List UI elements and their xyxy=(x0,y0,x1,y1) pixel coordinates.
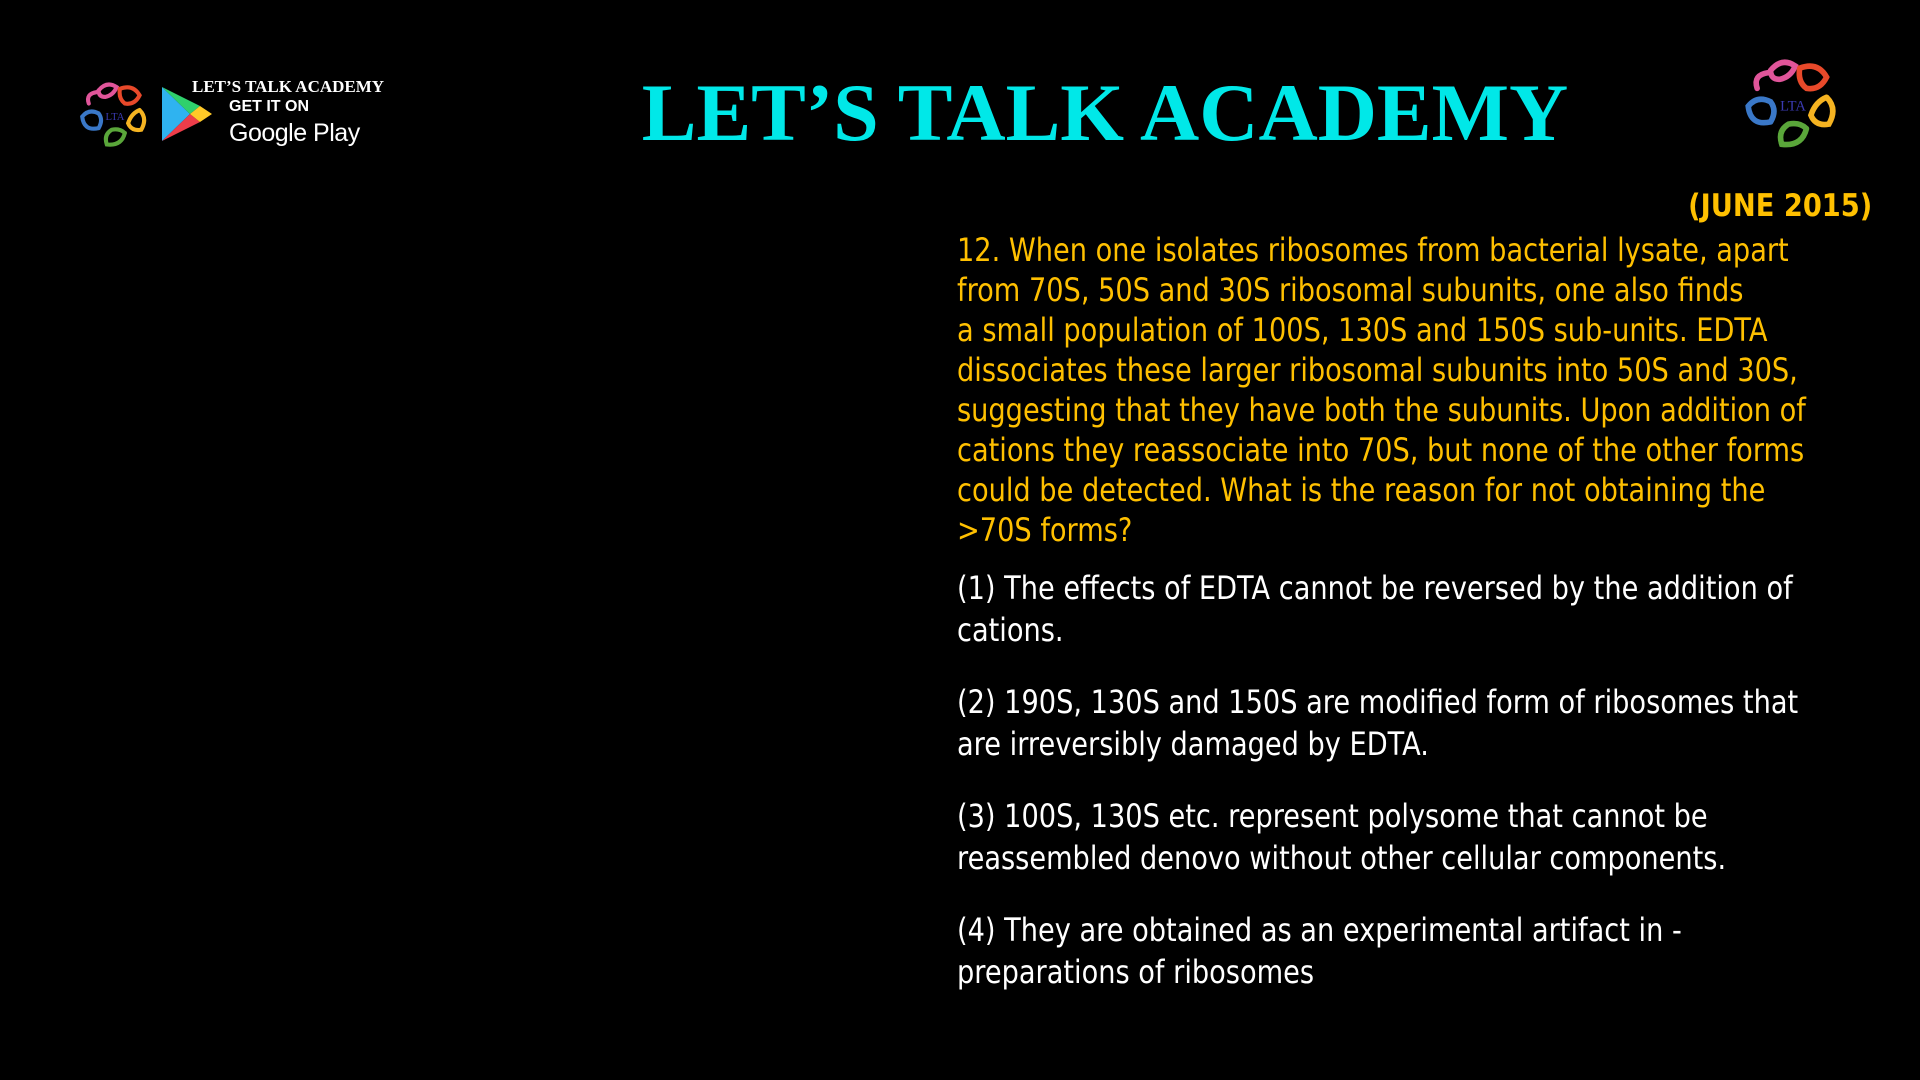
answer-option-4[interactable]: (4) They are obtained as an experimental artifact in - preparations of ribosomes xyxy=(957,911,1682,991)
lta-logo-right xyxy=(1736,48,1850,160)
question-text: 12. When one isolates ribosomes from bacterial lysate, apart from 70S, 50S and 30S ribosomal subunits, one also finds a small population of 100S, 130S and 150S sub-units. EDTA dissociates these larger ribosomal subunits into 50S and 30S, suggesting that they have both the subunits. Upon addition of cations they reassociate into 70S, but none of the other forms could be detected. What is the reason for not obtaining the >70S forms? xyxy=(957,231,1806,549)
badge-get-it-on[interactable]: GET IT ON xyxy=(229,98,309,115)
exam-date-label: (JUNE 2015) xyxy=(1687,188,1872,224)
page-title: LET’S TALK ACADEMY xyxy=(641,67,1569,158)
answer-option-2[interactable]: (2) 190S, 130S and 150S are modified form of ribosomes that are irreversibly damaged by EDTA. xyxy=(957,683,1799,763)
svg-text:LTA: LTA xyxy=(105,111,125,123)
badge-brand-text: LET’S TALK ACADEMY xyxy=(192,77,385,96)
answer-option-3[interactable]: (3) 100S, 130S etc. represent polysome that cannot be reassembled denovo without other cellular components. xyxy=(957,797,1727,877)
protein-logo-icon xyxy=(1736,48,1850,160)
svg-text:LTA: LTA xyxy=(1780,98,1806,115)
badge-google-play[interactable]: Google Play xyxy=(229,119,360,147)
answer-option-1[interactable]: (1) The effects of EDTA cannot be reversed by the addition of cations. xyxy=(957,569,1793,649)
